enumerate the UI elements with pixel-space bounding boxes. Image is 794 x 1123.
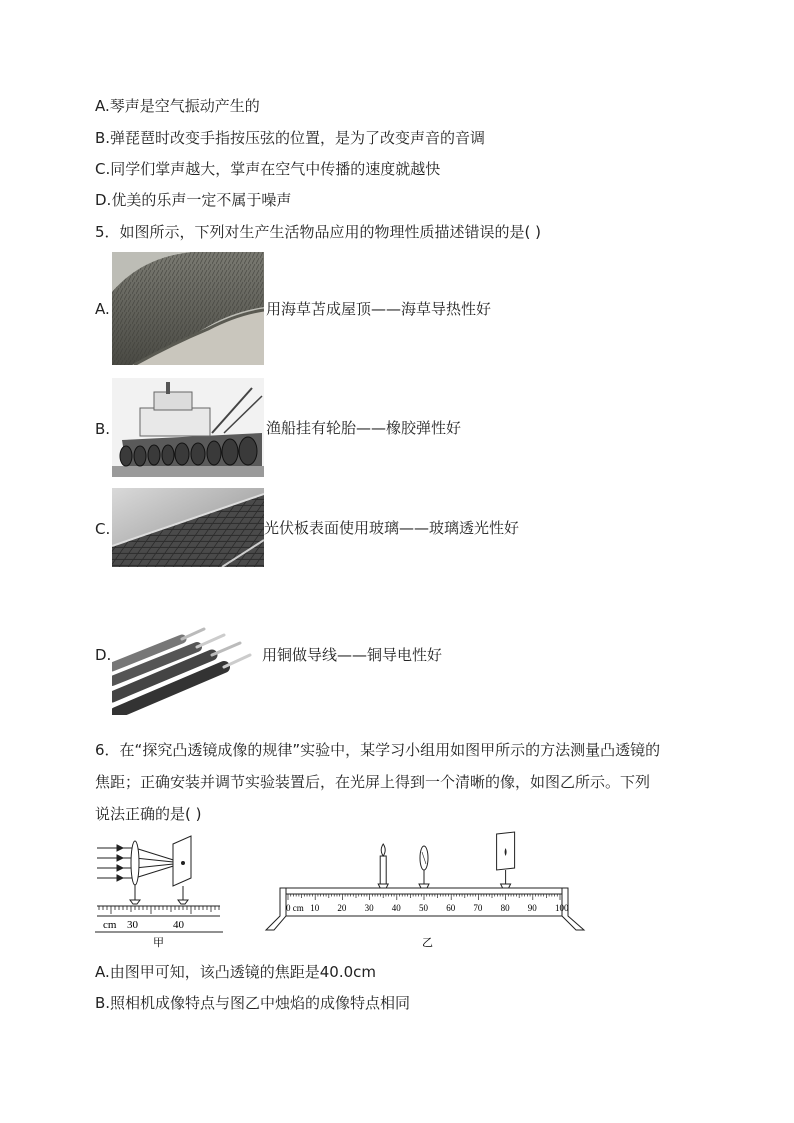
yi-tick-label: 100 xyxy=(555,903,569,913)
yi-tick-label: 20 xyxy=(337,903,347,913)
yi-tick-label: 90 xyxy=(527,903,537,913)
figure-jia-caption: 甲 xyxy=(153,936,164,949)
figure-yi-caption: 乙 xyxy=(422,936,433,949)
q6-stem-line-2: 焦距；正确安装并调节实验装置后，在光屏上得到一个清晰的像，如图乙所示。下列 xyxy=(95,773,651,791)
q5-option-b-text: 渔船挂有轮胎——橡胶弹性好 xyxy=(266,419,462,437)
fishing-boat-tires-image xyxy=(112,378,264,477)
figure-yi xyxy=(262,830,592,952)
figure-jia xyxy=(95,832,225,952)
q6-option-b: B.照相机成像特点与图乙中烛焰的成像特点相同 xyxy=(95,994,411,1012)
q5-option-c-letter: C. xyxy=(95,520,111,538)
jia-unit-label: cm xyxy=(103,919,117,931)
q4-option-b: B.弹琵琶时改变手指按压弦的位置，是为了改变声音的音调 xyxy=(95,129,486,147)
q5-option-a-text: 用海草苫成屋顶——海草导热性好 xyxy=(266,300,492,318)
jia-tick-40: 40 xyxy=(173,919,184,931)
q6-option-a: A.由图甲可知，该凸透镜的焦距是40.0cm xyxy=(95,963,377,981)
solar-panel-image xyxy=(112,488,264,567)
yi-tick-label: 60 xyxy=(446,903,456,913)
q5-option-a-letter: A. xyxy=(95,300,110,318)
yi-tick-label: 10 xyxy=(310,903,320,913)
q5-option-b-letter: B. xyxy=(95,420,111,438)
q4-option-a: A.琴声是空气振动产生的 xyxy=(95,97,260,115)
yi-tick-label: 80 xyxy=(500,903,510,913)
q5-stem: 5．如图所示，下列对生产生活物品应用的物理性质描述错误的是( ) xyxy=(95,223,542,241)
yi-tick-label: 70 xyxy=(473,903,483,913)
yi-tick-label: 40 xyxy=(391,903,401,913)
q4-option-c: C.同学们掌声越大，掌声在空气中传播的速度就越快 xyxy=(95,160,441,178)
yi-tick-label: 30 xyxy=(364,903,374,913)
yi-tick-label: 50 xyxy=(419,903,428,913)
convex-lens xyxy=(419,846,429,888)
seaweed-roof-image xyxy=(112,252,264,365)
copper-wires-image xyxy=(112,617,252,715)
q4-option-d: D.优美的乐声一定不属于噪声 xyxy=(95,191,292,209)
light-screen xyxy=(497,832,515,888)
yi-tick-label: 0 cm xyxy=(286,903,304,913)
q6-stem-line-3: 说法正确的是( ) xyxy=(95,805,202,823)
q6-stem-line-1: 6．在“探究凸透镜成像的规律”实验中，某学习小组用如图甲所示的方法测量凸透镜的 xyxy=(95,741,661,759)
q5-option-c-text: 光伏板表面使用玻璃——玻璃透光性好 xyxy=(264,519,520,537)
candle xyxy=(378,844,388,888)
q6-stem xyxy=(95,734,705,830)
jia-tick-30: 30 xyxy=(127,919,138,931)
q5-option-d-text: 用铜做导线——铜导电性好 xyxy=(262,646,443,664)
q5-option-d-letter: D. xyxy=(95,646,112,664)
